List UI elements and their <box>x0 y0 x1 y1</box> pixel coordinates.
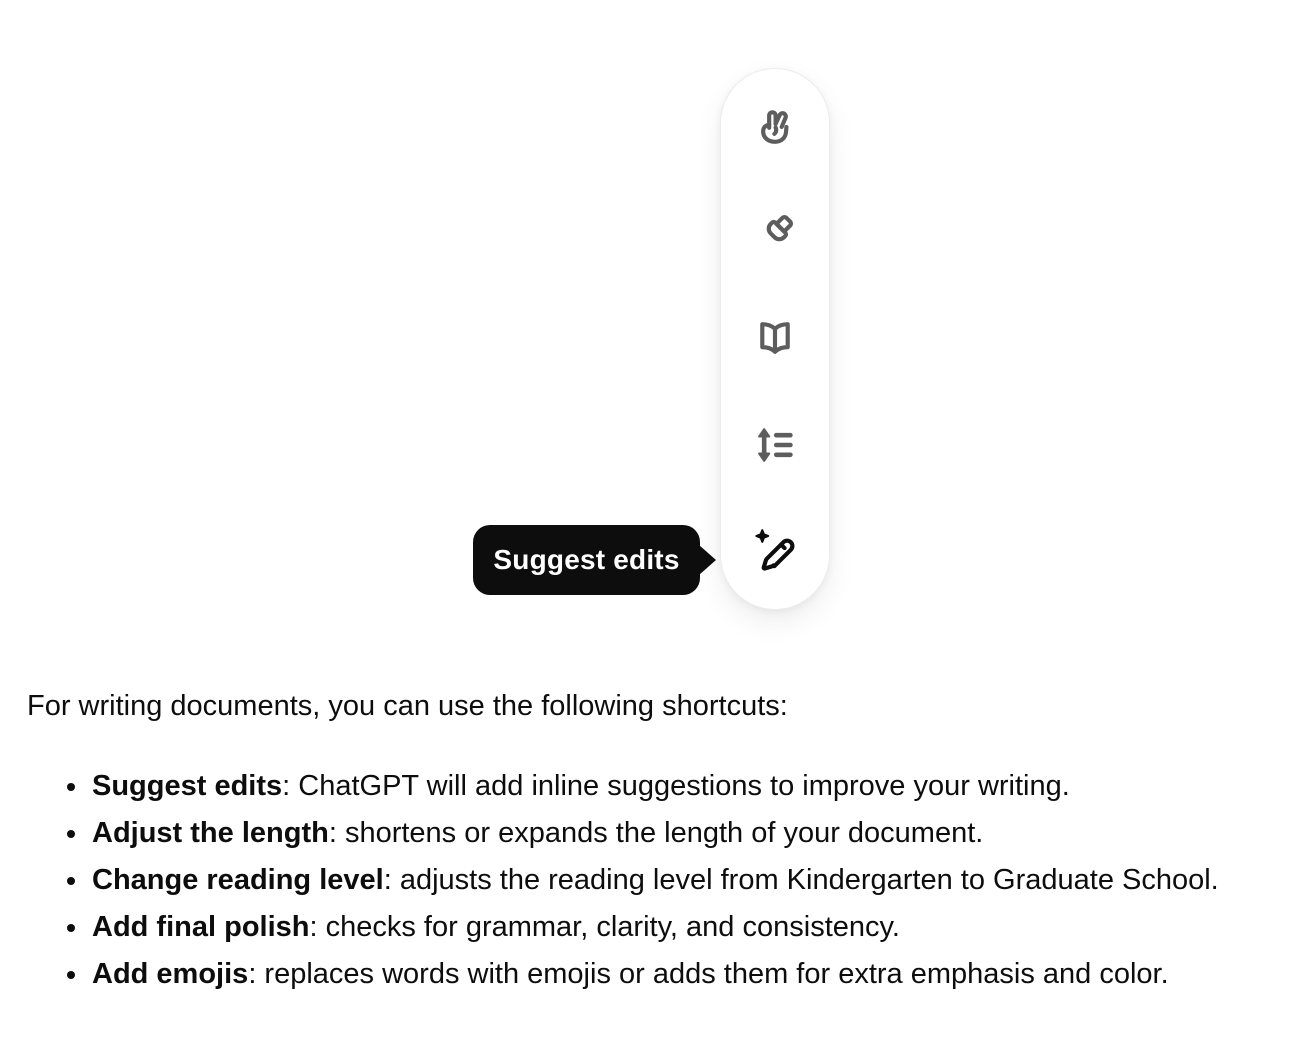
add-final-polish-button[interactable] <box>747 205 803 261</box>
shortcut-description: : replaces words with emojis or adds them for extra emphasis and color. <box>248 958 1169 990</box>
book-open-icon <box>750 314 800 364</box>
list-item-final-polish <box>90 904 1268 951</box>
shortcut-term: Suggest edits <box>92 770 283 802</box>
document-content <box>27 683 1268 998</box>
adjust-length-button[interactable] <box>747 417 803 473</box>
shortcut-description: : adjusts the reading level from Kindergarten to Graduate School. <box>383 864 1219 896</box>
add-emojis-button[interactable] <box>747 99 803 155</box>
shortcut-term: Adjust the length <box>92 817 329 849</box>
hand-peace-icon <box>750 102 800 152</box>
shortcut-description: : shortens or expands the length of your document. <box>328 817 984 849</box>
suggest-edits-button[interactable] <box>747 523 803 579</box>
shortcuts-list <box>27 763 1268 998</box>
list-item-adjust-length <box>90 810 1268 857</box>
shortcut-description: : ChatGPT will add inline suggestions to improve your writing. <box>282 770 1070 802</box>
change-reading-level-button[interactable] <box>747 311 803 367</box>
paintbrush-icon <box>750 208 800 258</box>
tooltip-label: Suggest edits <box>493 544 680 575</box>
intro-paragraph: For writing documents, you can use the following shortcuts: <box>27 690 788 722</box>
shortcut-term: Change reading level <box>92 864 384 896</box>
line-height-icon <box>750 420 800 470</box>
shortcut-description: : checks for grammar, clarity, and consistency. <box>309 911 900 943</box>
list-item-suggest-edits <box>90 763 1268 810</box>
shortcut-term: Add final polish <box>92 911 310 943</box>
pencil-sparkle-icon <box>750 526 800 576</box>
list-item-reading-level <box>90 857 1268 904</box>
canvas-shortcuts-toolbar <box>720 68 830 610</box>
shortcut-term: Add emojis <box>92 958 249 990</box>
tooltip <box>473 525 700 595</box>
list-item-add-emojis <box>90 951 1268 998</box>
